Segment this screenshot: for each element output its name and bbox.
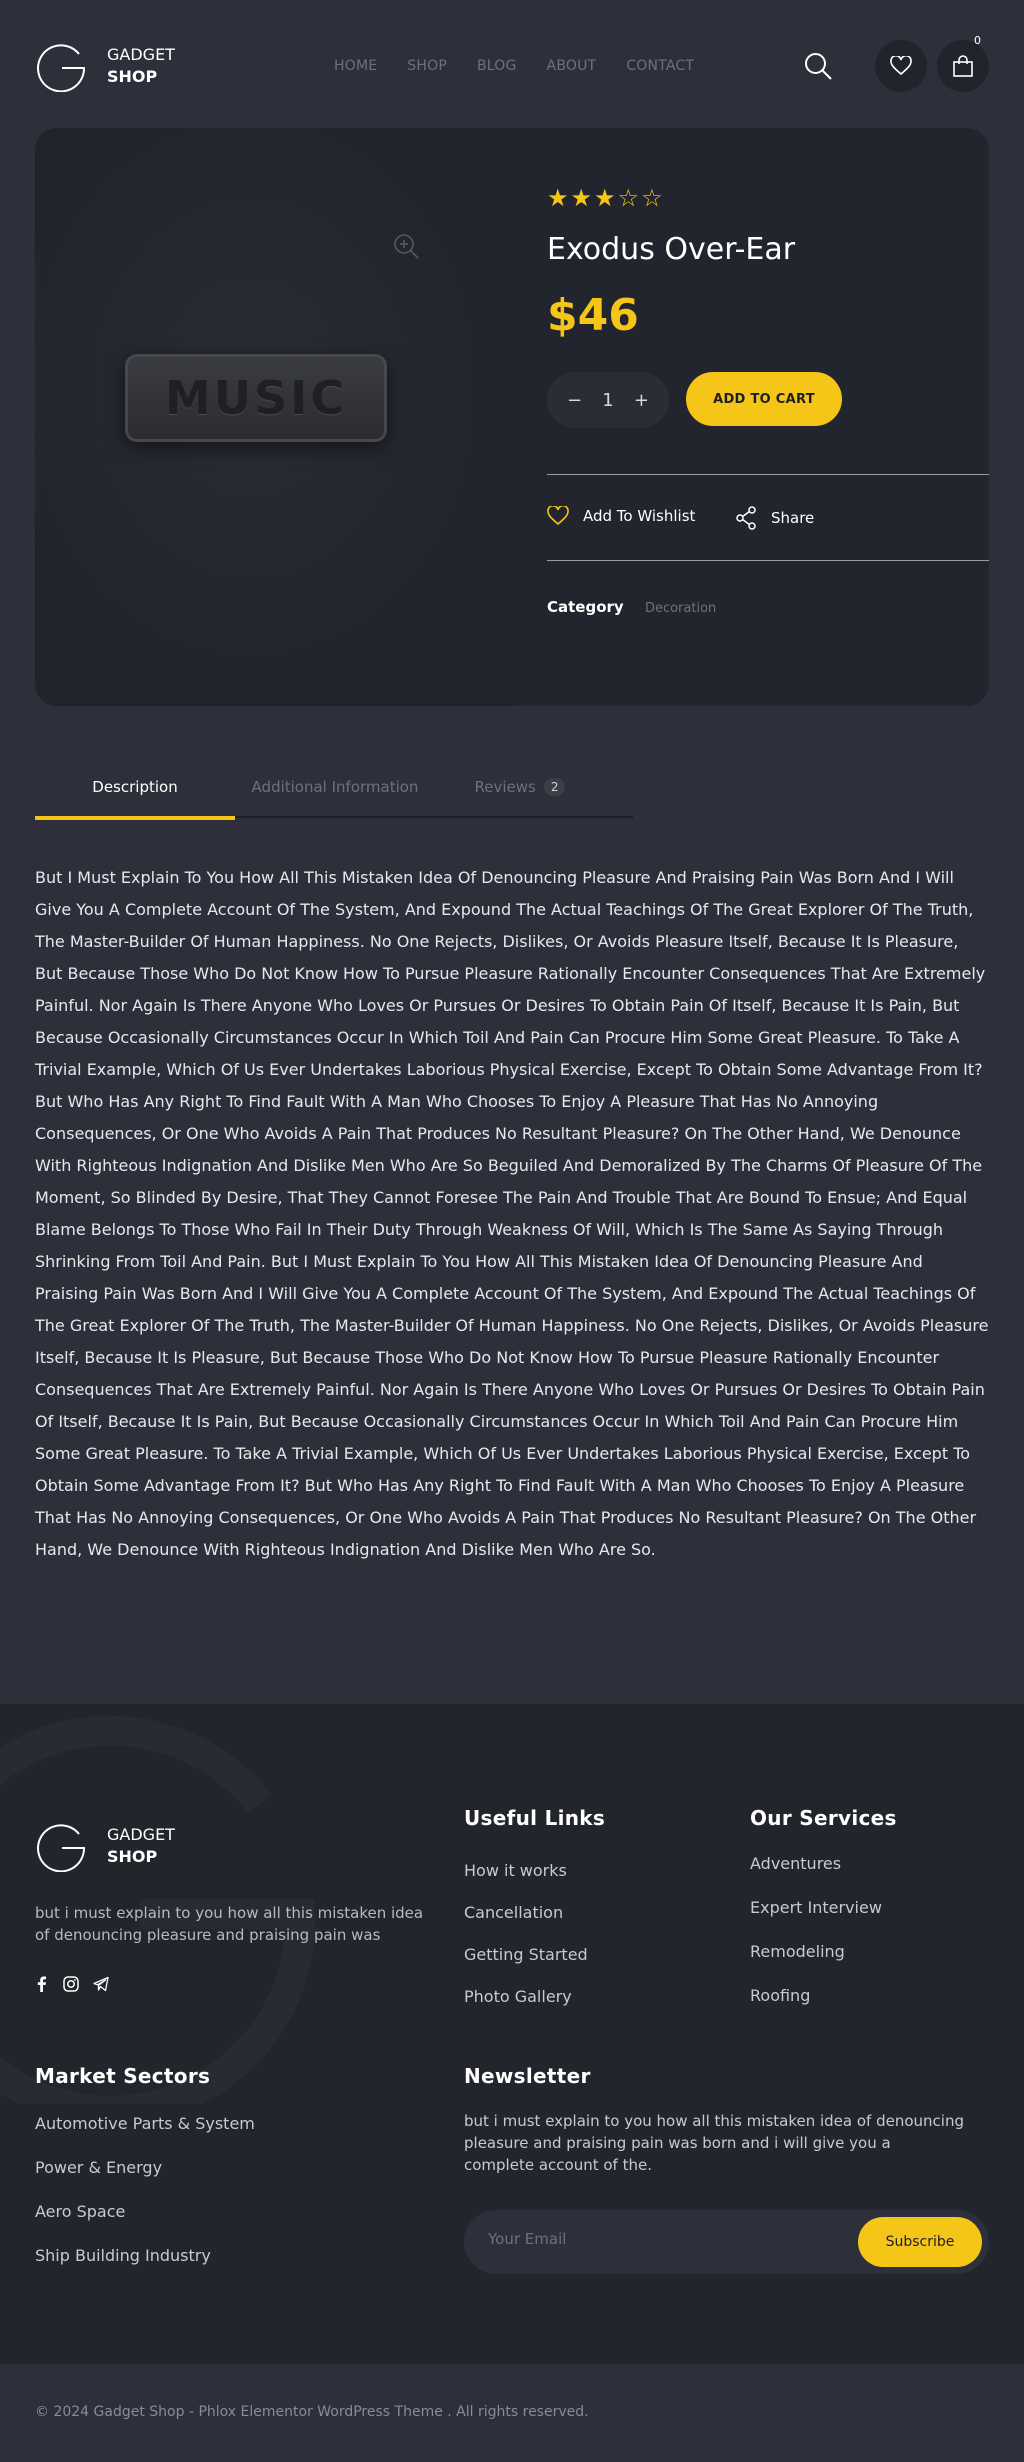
qty-minus-button[interactable]: − <box>567 389 583 411</box>
product-category <box>547 598 716 616</box>
logo-text <box>107 44 175 88</box>
logo-g-icon <box>35 1820 87 1872</box>
telegram-icon[interactable] <box>93 1976 109 1992</box>
useful-links-heading: Useful Links <box>464 1806 606 1830</box>
instagram-icon[interactable] <box>63 1976 79 1992</box>
site-logo[interactable] <box>35 40 175 92</box>
useful-links-list <box>464 1850 588 2018</box>
useful-link-how-it-works[interactable]: How it works <box>464 1861 567 1880</box>
newsletter-text: but i must explain to you how all this mistaken idea of denouncing pleasure and praising pain was born and i will give you a complete account of the. <box>464 2112 964 2174</box>
add-to-cart-button[interactable]: ADD TO CART <box>686 372 842 426</box>
footer-logo-text <box>107 1824 175 1868</box>
useful-link-getting-started[interactable]: Getting Started <box>464 1945 588 1964</box>
footer-logo-line2: SHOP <box>107 1847 158 1866</box>
useful-link-cancellation[interactable]: Cancellation <box>464 1903 564 1922</box>
market-power-energy[interactable]: Power & Energy <box>35 2158 163 2177</box>
nav-home[interactable]: HOME <box>334 58 378 74</box>
music-badge <box>125 354 387 442</box>
category-value[interactable]: Decoration <box>644 601 717 616</box>
category-label: Category <box>547 598 624 616</box>
market-aero-space[interactable]: Aero Space <box>35 2202 126 2221</box>
nav-shop[interactable]: SHOP <box>407 58 447 74</box>
footer-about: but i must explain to you how all this mistaken idea of denouncing pleasure and praising pain was <box>35 1904 424 1944</box>
tab-reviews-label: Reviews <box>474 778 536 796</box>
footer-logo-line1: GADGET <box>107 1825 175 1844</box>
wishlist-label: Add To Wishlist <box>583 507 696 525</box>
heart-icon <box>890 56 912 76</box>
add-to-wishlist-link[interactable] <box>547 506 695 526</box>
search-icon[interactable] <box>803 51 833 81</box>
music-badge-label: MUSIC <box>164 371 348 425</box>
product-card <box>35 128 989 706</box>
share-link[interactable] <box>735 506 814 530</box>
market-ship-building[interactable]: Ship Building Industry <box>35 2246 211 2265</box>
main-nav <box>334 58 724 74</box>
heart-icon <box>547 506 569 526</box>
subscribe-button[interactable]: Subscribe <box>858 2217 982 2267</box>
service-remodeling[interactable]: Remodeling <box>750 1942 845 1961</box>
useful-link-photo-gallery[interactable]: Photo Gallery <box>464 1987 572 2006</box>
logo-g-icon <box>35 40 87 92</box>
tab-description-label: Description <box>92 778 178 796</box>
product-description: But I Must Explain To You How All This Mistaken Idea Of Denouncing Pleasure And Praising Pain Was Born And I Will Give You A Complete Account Of The System, And Expound The Actual Teachings Of The Great Explorer Of The Truth, The Master-Builder Of Human Happiness. No One Rejects, Dislikes, Or Avoids Pleasure Itself, Because It Is Pleasure, But Because Those Who Do Not Know How To Pursue Pleasure Rationally Encounter Consequences That Are Extremely Painful. Nor Again Is There Anyone Who Loves Or Pursues Or Desires To Obtain Pain Of Itself, Because It Is Pain, But Because Occasionally Circumstances Occur In Which Toil And Pain Can Procure Him Some Great Pleasure. To Take A Trivial Example, Which Of Us Ever Undertakes Laborious Physical Exercise, Except To Obtain Some Advantage From It? But Who Has Any Right To Find Fault With A Man Who Chooses To Enjoy A Pleasure That Has No Annoying Consequences, Or One Who Avoids A Pain That Produces No Resultant Pleasure? On The Other Hand, We Denounce With Righteous Indignation And Dislike Men Who Are So Beguiled And Demoralized By The Charms Of Pleasure Of The Moment, So Blinded By Desire, That They Cannot Foresee The Pain And Trouble That Are Bound To Ensue; And Equal Blame Belongs To Those Who Fail In Their Duty Through Weakness Of Will, Which Is The Same As Saying Through Shrinking From Toil And Pain. But I Must Explain To You How All This Mistaken Idea Of Denouncing Pleasure And Praising Pain Was Born And I Will Give You A Complete Account Of The System, And Expound The Actual Teachings Of The Great Explorer Of The Truth, The Master-Builder Of Human Happiness. No One Rejects, Dislikes, Or Avoids Pleasure Itself, Because It Is Pleasure, But Because Those Who Do Not Know How To Pursue Pleasure Rationally Encounter Consequences That Are Extremely Painful. Nor Again Is There Anyone Who Loves Or Pursues Or Desires To Obtain Pain Of Itself, Because It Is Pain, But Because Occasionally Circumstances Occur In Which Toil And Pain Can Procure Him Some Great Pleasure. To Take A Trivial Example, Which Of Us Ever Undertakes Laborious Physical Exercise, Except To Obtain Some Advantage From It? But Who Has Any Right To Find Fault With A Man Who Chooses To Enjoy A Pleasure That Has No Annoying Consequences, Or One Who Avoids A Pain That Produces No Resultant Pleasure? On The Other Hand, We Denounce With Righteous Indignation And Dislike Men Who Are So. <box>35 868 989 1559</box>
social-links <box>35 1976 109 1992</box>
nav-blog[interactable]: BLOG <box>476 58 517 74</box>
divider-bottom <box>547 560 989 561</box>
tab-reviews[interactable] <box>435 756 605 818</box>
service-adventures[interactable]: Adventures <box>750 1854 842 1873</box>
quantity-stepper <box>547 372 669 428</box>
market-sectors-heading: Market Sectors <box>35 2064 211 2088</box>
site-footer <box>0 1704 1024 2364</box>
product-tabs <box>35 756 633 818</box>
cart-button[interactable] <box>937 34 989 92</box>
product-image[interactable] <box>35 128 515 706</box>
market-automotive[interactable]: Automotive Parts & System <box>35 2114 255 2133</box>
shopping-bag-icon <box>952 55 974 77</box>
zoom-icon[interactable] <box>392 232 420 260</box>
rating-stars: ★★★☆☆ <box>547 184 665 212</box>
share-icon <box>735 506 757 530</box>
header-icons <box>803 34 989 92</box>
divider-top <box>547 474 989 475</box>
copyright-bar <box>0 2364 1024 2462</box>
reviews-count-badge: 2 <box>544 778 566 796</box>
our-services-heading: Our Services <box>750 1806 897 1830</box>
qty-value[interactable]: 1 <box>602 389 614 411</box>
footer-logo[interactable] <box>35 1820 175 1872</box>
newsletter-email-input[interactable] <box>488 2230 828 2248</box>
copyright-text: © 2024 Gadget Shop - Phlox Elementor WordPress Theme . All rights reserved. <box>35 2404 589 2420</box>
product-price: $46 <box>547 290 639 341</box>
our-services-list <box>750 1842 882 2018</box>
logo-line2: SHOP <box>107 67 158 86</box>
nav-about[interactable]: ABOUT <box>546 58 597 74</box>
product-title: Exodus Over-Ear <box>547 232 796 267</box>
nav-contact[interactable]: CONTACT <box>626 58 695 74</box>
service-expert-interview[interactable]: Expert Interview <box>750 1898 882 1917</box>
newsletter-form <box>464 2210 989 2274</box>
site-header <box>0 0 1024 128</box>
market-sectors-list <box>35 2102 255 2278</box>
logo-line1: GADGET <box>107 45 175 64</box>
tab-additional-label: Additional Information <box>251 778 419 796</box>
qty-plus-button[interactable]: + <box>633 389 649 411</box>
facebook-icon[interactable] <box>35 1976 49 1992</box>
cart-count: 0 <box>974 34 981 47</box>
wishlist-button[interactable] <box>875 40 927 92</box>
newsletter-heading: Newsletter <box>464 2064 591 2088</box>
tab-additional-information[interactable] <box>235 756 435 818</box>
share-label: Share <box>771 509 815 527</box>
tab-description[interactable] <box>35 756 235 818</box>
service-roofing[interactable]: Roofing <box>750 1986 811 2005</box>
